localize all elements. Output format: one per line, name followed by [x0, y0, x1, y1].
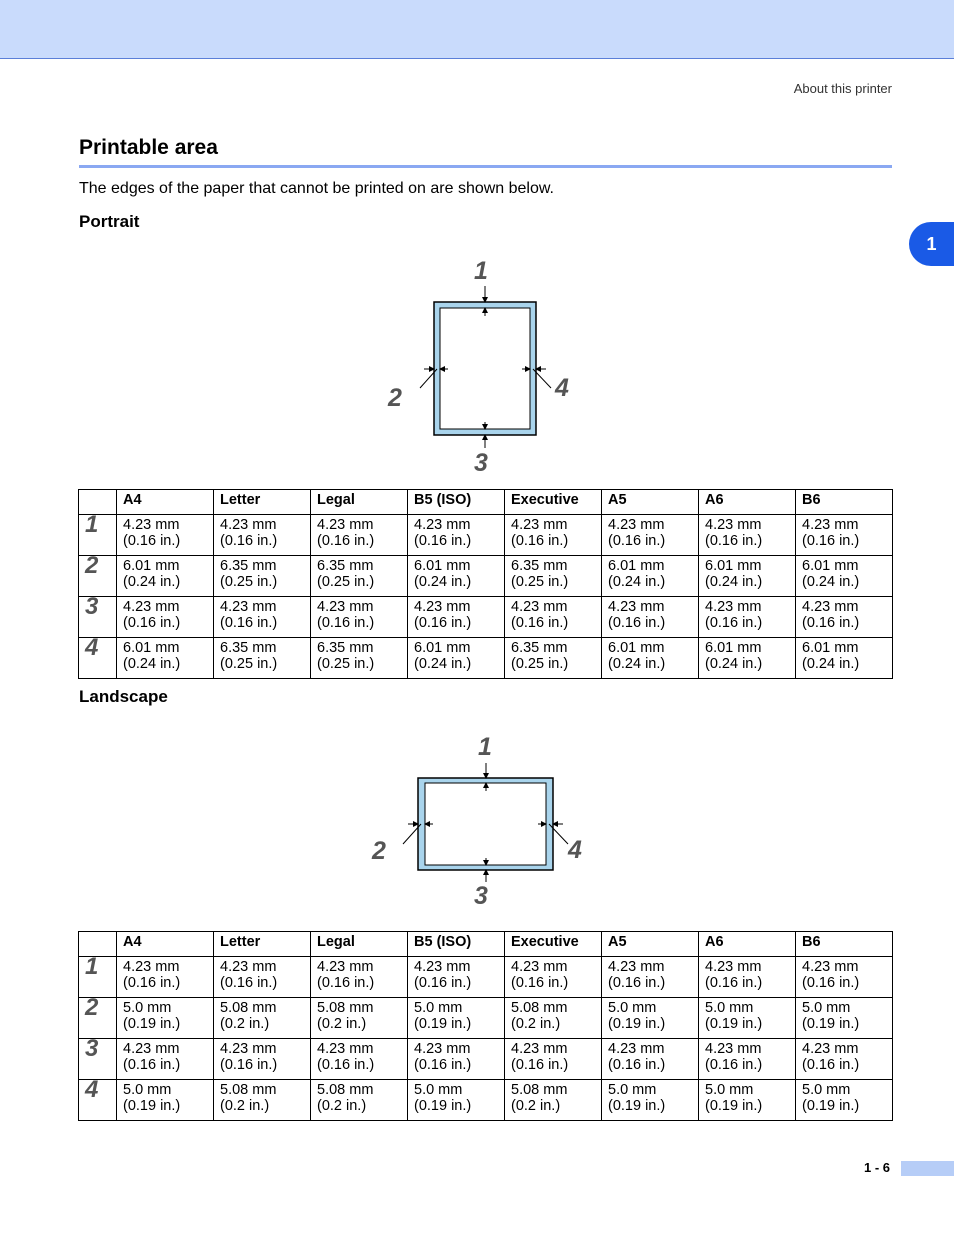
margin-cell: [311, 1080, 408, 1121]
margin-cell: [214, 957, 311, 998]
value-in: (0.25 in.): [511, 656, 569, 672]
margin-cell: [796, 1039, 893, 1080]
margin-cell: [796, 515, 893, 556]
chapter-tab[interactable]: 1: [909, 222, 954, 266]
value-mm: 4.23 mm: [511, 599, 568, 615]
value-in: (0.16 in.): [705, 615, 763, 631]
margin-cell: [602, 597, 699, 638]
value-in: (0.25 in.): [317, 574, 375, 590]
row-label: 2: [79, 556, 117, 597]
value-in: (0.19 in.): [802, 1016, 860, 1032]
value-mm: 5.0 mm: [608, 1000, 657, 1016]
value-in: (0.16 in.): [802, 533, 860, 549]
row-label: 4: [79, 1080, 117, 1121]
value-mm: 6.35 mm: [220, 640, 277, 656]
margin-cell: [602, 556, 699, 597]
margin-cell: [408, 515, 505, 556]
value-mm: 4.23 mm: [414, 959, 471, 975]
value-mm: 6.01 mm: [705, 558, 762, 574]
column-header: Legal: [311, 490, 408, 515]
intro-text: The edges of the paper that cannot be printed on are shown below.: [79, 180, 554, 197]
column-header: Letter: [214, 490, 311, 515]
row-label: 2: [79, 998, 117, 1039]
margin-cell: [699, 515, 796, 556]
column-header: A4: [117, 490, 214, 515]
column-header: Legal: [311, 932, 408, 957]
diagram-label-2: 2: [372, 837, 386, 865]
column-header: Executive: [505, 932, 602, 957]
value-in: (0.16 in.): [220, 533, 278, 549]
margin-cell: [602, 638, 699, 679]
margin-cell: [311, 515, 408, 556]
value-mm: 6.01 mm: [123, 558, 180, 574]
value-mm: 6.35 mm: [511, 640, 568, 656]
value-in: (0.24 in.): [802, 656, 860, 672]
value-in: (0.24 in.): [705, 656, 763, 672]
margin-cell: [117, 597, 214, 638]
value-in: (0.16 in.): [608, 975, 666, 991]
value-in: (0.16 in.): [608, 1057, 666, 1073]
margin-cell: [602, 957, 699, 998]
value-in: (0.16 in.): [802, 615, 860, 631]
column-header: Letter: [214, 932, 311, 957]
margin-cell: [505, 515, 602, 556]
landscape-diagram: [0, 727, 954, 927]
value-mm: 4.23 mm: [220, 517, 277, 533]
margin-cell: [796, 957, 893, 998]
value-in: (0.25 in.): [317, 656, 375, 672]
table-row: [79, 556, 893, 597]
margin-cell: [408, 597, 505, 638]
table-row: [79, 1039, 893, 1080]
value-in: (0.16 in.): [608, 615, 666, 631]
value-in: (0.2 in.): [511, 1098, 561, 1114]
column-header: A5: [602, 490, 699, 515]
section-title: Printable area: [79, 136, 218, 159]
margin-cell: [796, 638, 893, 679]
value-in: (0.16 in.): [802, 975, 860, 991]
margin-cell: [117, 556, 214, 597]
column-header: B5 (ISO): [408, 490, 505, 515]
value-mm: 4.23 mm: [414, 1041, 471, 1057]
value-in: (0.16 in.): [414, 1057, 472, 1073]
value-mm: 6.01 mm: [802, 640, 859, 656]
portrait-diagram: [0, 250, 954, 480]
value-mm: 4.23 mm: [317, 599, 374, 615]
running-header: About this printer: [793, 81, 892, 96]
value-in: (0.25 in.): [220, 574, 278, 590]
table-row: [79, 515, 893, 556]
margin-cell: [796, 1080, 893, 1121]
value-in: (0.16 in.): [123, 615, 181, 631]
value-in: (0.16 in.): [511, 533, 569, 549]
column-header: Executive: [505, 490, 602, 515]
value-mm: 5.0 mm: [608, 1082, 657, 1098]
column-header: A4: [117, 932, 214, 957]
margin-cell: [214, 998, 311, 1039]
margin-cell: [408, 638, 505, 679]
margin-cell: [505, 638, 602, 679]
value-in: (0.16 in.): [317, 615, 375, 631]
row-label: 3: [79, 597, 117, 638]
row-label: 3: [79, 1039, 117, 1080]
value-mm: 4.23 mm: [317, 1041, 374, 1057]
value-mm: 4.23 mm: [802, 1041, 859, 1057]
margin-cell: [699, 957, 796, 998]
value-mm: 4.23 mm: [511, 517, 568, 533]
margin-cell: [214, 1080, 311, 1121]
value-mm: 4.23 mm: [608, 517, 665, 533]
diagram-label-1: 1: [474, 257, 488, 285]
page-header-band: [0, 0, 954, 59]
margin-cell: [505, 1080, 602, 1121]
value-mm: 5.08 mm: [511, 1000, 568, 1016]
section-divider: [79, 165, 892, 168]
table-row: [79, 597, 893, 638]
margin-cell: [311, 998, 408, 1039]
value-mm: 5.0 mm: [705, 1082, 754, 1098]
value-mm: 4.23 mm: [511, 1041, 568, 1057]
value-in: (0.19 in.): [608, 1098, 666, 1114]
value-mm: 6.01 mm: [414, 558, 471, 574]
value-mm: 5.0 mm: [414, 1082, 463, 1098]
value-in: (0.19 in.): [705, 1016, 763, 1032]
value-mm: 5.08 mm: [220, 1082, 277, 1098]
page-number: 1 - 6: [864, 1160, 891, 1175]
value-in: (0.16 in.): [414, 615, 472, 631]
value-mm: 6.01 mm: [608, 558, 665, 574]
margin-cell: [117, 515, 214, 556]
table-row: [79, 1080, 893, 1121]
margin-cell: [117, 1080, 214, 1121]
margin-cell: [408, 957, 505, 998]
value-mm: 5.0 mm: [414, 1000, 463, 1016]
value-in: (0.16 in.): [220, 1057, 278, 1073]
value-mm: 5.08 mm: [317, 1000, 374, 1016]
value-in: (0.2 in.): [511, 1016, 561, 1032]
margin-cell: [699, 556, 796, 597]
value-in: (0.16 in.): [220, 975, 278, 991]
column-header: A5: [602, 932, 699, 957]
value-mm: 5.0 mm: [802, 1082, 851, 1098]
value-in: (0.16 in.): [705, 975, 763, 991]
margin-cell: [408, 998, 505, 1039]
value-mm: 4.23 mm: [317, 959, 374, 975]
margin-cell: [311, 957, 408, 998]
value-in: (0.19 in.): [123, 1016, 181, 1032]
margin-cell: [117, 1039, 214, 1080]
margin-cell: [505, 998, 602, 1039]
margin-cell: [408, 556, 505, 597]
column-header: B5 (ISO): [408, 932, 505, 957]
value-mm: 4.23 mm: [123, 599, 180, 615]
value-mm: 4.23 mm: [802, 517, 859, 533]
value-in: (0.24 in.): [608, 656, 666, 672]
value-mm: 4.23 mm: [414, 517, 471, 533]
value-mm: 5.08 mm: [511, 1082, 568, 1098]
value-in: (0.19 in.): [123, 1098, 181, 1114]
margin-cell: [214, 556, 311, 597]
value-mm: 4.23 mm: [608, 1041, 665, 1057]
table-row: [79, 998, 893, 1039]
margin-cell: [699, 1080, 796, 1121]
value-mm: 4.23 mm: [511, 959, 568, 975]
margin-cell: [796, 998, 893, 1039]
margin-cell: [699, 597, 796, 638]
diagram-label-1: 1: [478, 733, 492, 761]
value-mm: 4.23 mm: [123, 517, 180, 533]
value-mm: 4.23 mm: [220, 1041, 277, 1057]
margin-cell: [214, 597, 311, 638]
value-mm: 6.01 mm: [802, 558, 859, 574]
value-in: (0.16 in.): [317, 975, 375, 991]
value-in: (0.16 in.): [705, 1057, 763, 1073]
value-in: (0.24 in.): [123, 574, 181, 590]
table-row: [79, 957, 893, 998]
value-in: (0.19 in.): [705, 1098, 763, 1114]
margin-cell: [311, 638, 408, 679]
margin-cell: [117, 638, 214, 679]
value-in: (0.2 in.): [317, 1098, 367, 1114]
value-in: (0.2 in.): [317, 1016, 367, 1032]
value-mm: 4.23 mm: [123, 1041, 180, 1057]
value-mm: 6.35 mm: [220, 558, 277, 574]
column-header: A6: [699, 932, 796, 957]
margin-cell: [311, 556, 408, 597]
printable-area: [425, 783, 546, 865]
value-mm: 5.0 mm: [802, 1000, 851, 1016]
value-in: (0.16 in.): [414, 975, 472, 991]
margin-cell: [311, 597, 408, 638]
value-in: (0.24 in.): [123, 656, 181, 672]
margin-cell: [796, 597, 893, 638]
value-mm: 6.01 mm: [414, 640, 471, 656]
margin-cell: [505, 1039, 602, 1080]
margin-cell: [602, 1039, 699, 1080]
margin-cell: [408, 1039, 505, 1080]
value-in: (0.24 in.): [802, 574, 860, 590]
value-in: (0.16 in.): [511, 615, 569, 631]
value-in: (0.19 in.): [608, 1016, 666, 1032]
margin-cell: [699, 998, 796, 1039]
value-mm: 4.23 mm: [220, 959, 277, 975]
landscape-margin-table: [78, 931, 893, 1121]
column-header: B6: [796, 932, 893, 957]
margin-cell: [214, 1039, 311, 1080]
value-in: (0.16 in.): [705, 533, 763, 549]
value-mm: 4.23 mm: [802, 599, 859, 615]
row-label: 1: [79, 957, 117, 998]
value-mm: 6.01 mm: [705, 640, 762, 656]
value-mm: 6.35 mm: [317, 558, 374, 574]
value-in: (0.16 in.): [802, 1057, 860, 1073]
value-mm: 5.0 mm: [123, 1000, 172, 1016]
value-in: (0.19 in.): [414, 1016, 472, 1032]
margin-cell: [602, 515, 699, 556]
value-mm: 5.08 mm: [220, 1000, 277, 1016]
margin-cell: [699, 1039, 796, 1080]
value-in: (0.25 in.): [220, 656, 278, 672]
value-in: (0.24 in.): [608, 574, 666, 590]
margin-cell: [699, 638, 796, 679]
value-mm: 4.23 mm: [608, 599, 665, 615]
diagram-label-2: 2: [388, 384, 402, 412]
row-label: 1: [79, 515, 117, 556]
margin-cell: [214, 515, 311, 556]
value-in: (0.16 in.): [123, 975, 181, 991]
value-in: (0.24 in.): [414, 656, 472, 672]
value-mm: 4.23 mm: [123, 959, 180, 975]
value-in: (0.19 in.): [802, 1098, 860, 1114]
value-mm: 6.01 mm: [608, 640, 665, 656]
value-in: (0.16 in.): [608, 533, 666, 549]
value-in: (0.16 in.): [123, 533, 181, 549]
value-in: (0.16 in.): [317, 1057, 375, 1073]
table-row: [79, 638, 893, 679]
value-in: (0.19 in.): [414, 1098, 472, 1114]
value-mm: 4.23 mm: [608, 959, 665, 975]
value-in: (0.16 in.): [317, 533, 375, 549]
value-mm: 5.0 mm: [123, 1082, 172, 1098]
value-mm: 4.23 mm: [317, 517, 374, 533]
diagram-label-4: 4: [568, 836, 582, 864]
value-mm: 5.08 mm: [317, 1082, 374, 1098]
page-number-tab: [901, 1161, 954, 1176]
value-in: (0.16 in.): [511, 975, 569, 991]
margin-cell: [214, 638, 311, 679]
value-in: (0.24 in.): [414, 574, 472, 590]
value-mm: 4.23 mm: [414, 599, 471, 615]
margin-cell: [117, 957, 214, 998]
value-mm: 5.0 mm: [705, 1000, 754, 1016]
value-mm: 6.35 mm: [317, 640, 374, 656]
value-in: (0.25 in.): [511, 574, 569, 590]
value-in: (0.2 in.): [220, 1016, 270, 1032]
value-in: (0.24 in.): [705, 574, 763, 590]
column-header: A6: [699, 490, 796, 515]
value-in: (0.16 in.): [220, 615, 278, 631]
value-mm: 6.35 mm: [511, 558, 568, 574]
value-mm: 4.23 mm: [220, 599, 277, 615]
portrait-margin-table: [78, 489, 893, 679]
value-mm: 4.23 mm: [705, 599, 762, 615]
diagram-label-4: 4: [555, 374, 569, 402]
column-header: B6: [796, 490, 893, 515]
margin-cell: [505, 597, 602, 638]
diagram-label-3: 3: [474, 449, 488, 477]
margin-cell: [602, 998, 699, 1039]
diagram-label-3: 3: [474, 882, 488, 910]
value-in: (0.16 in.): [414, 533, 472, 549]
value-mm: 6.01 mm: [123, 640, 180, 656]
landscape-heading: Landscape: [79, 687, 168, 706]
margin-cell: [505, 957, 602, 998]
row-label: 4: [79, 638, 117, 679]
printable-area: [440, 308, 530, 429]
table-header-row: [79, 490, 893, 515]
margin-cell: [408, 1080, 505, 1121]
margin-cell: [117, 998, 214, 1039]
margin-cell: [602, 1080, 699, 1121]
portrait-heading: Portrait: [79, 212, 140, 231]
value-mm: 4.23 mm: [705, 517, 762, 533]
value-mm: 4.23 mm: [705, 959, 762, 975]
value-in: (0.16 in.): [511, 1057, 569, 1073]
value-in: (0.2 in.): [220, 1098, 270, 1114]
margin-cell: [796, 556, 893, 597]
value-mm: 4.23 mm: [802, 959, 859, 975]
margin-cell: [505, 556, 602, 597]
value-in: (0.16 in.): [123, 1057, 181, 1073]
table-header-row: [79, 932, 893, 957]
value-mm: 4.23 mm: [705, 1041, 762, 1057]
margin-cell: [311, 1039, 408, 1080]
